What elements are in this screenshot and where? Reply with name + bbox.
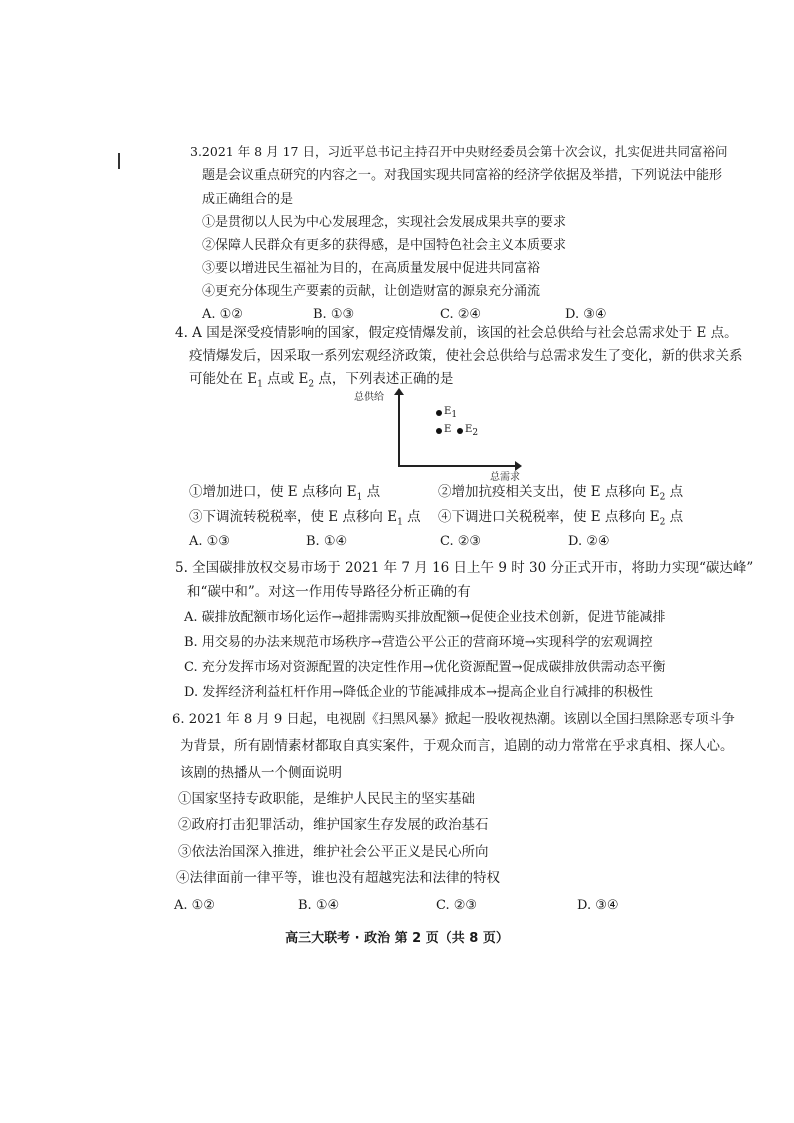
q4-item-3: ③下调流转税税率，使 E 点移向 $E_1$ 点 <box>189 509 421 528</box>
q4-option-d[interactable]: D. ②④ <box>568 534 610 549</box>
q3-option-d[interactable]: D. ③④ <box>565 307 607 322</box>
x-axis-label: 总需求 <box>490 472 520 483</box>
q4-option-b[interactable]: B. ①④ <box>306 534 348 549</box>
q3-stem-line-2: 题是会议重点研究的内容之一。对我国实现共同富裕的经济学依据及举措，下列说法中能形 <box>202 168 723 183</box>
q4-item-4: ④下调进口关税税率，使 E 点移向 $E_2$ 点 <box>438 509 684 528</box>
q6-option-a[interactable]: A. ①② <box>174 898 215 913</box>
q4-option-c[interactable]: C. ②③ <box>440 534 482 549</box>
point-e1 <box>436 410 442 416</box>
x-axis <box>398 465 518 467</box>
point-e1-label: $E_1$ <box>444 406 458 420</box>
q5-option-c[interactable]: C. 充分发挥市场对资源配置的决定性作用→优化资源配置→促成碳排放供需动态平衡 <box>184 660 666 675</box>
q6-stem-line-2: 为背景，所有剧情素材都取自真实案件，于观众而言，追剧的动力常常在乎求真相、探人心。 <box>180 738 734 754</box>
point-e2-label: $E_2$ <box>465 424 479 438</box>
q3-stem-line-3: 成正确组合的是 <box>202 192 294 207</box>
q6-item-2: ②政府打击犯罪活动，维护国家生存发展的政治基石 <box>178 817 489 833</box>
q3-option-c[interactable]: C. ②④ <box>440 307 482 322</box>
q6-option-b[interactable]: B. ①④ <box>298 898 340 913</box>
page-footer: 高三大联考 · 政治 第 2 页（共 8 页） <box>285 931 509 946</box>
q3-stem-line-1: 3.2021 年 8 月 17 日，习近平总书记主持召开中央财经委员会第十次会议，扎实促进共同富裕问 <box>190 144 728 159</box>
y-axis <box>398 392 400 466</box>
point-e2 <box>457 428 463 434</box>
q3-item-4: ④更充分体现生产要素的贡献，让创造财富的源泉充分涌流 <box>202 284 541 299</box>
q6-option-d[interactable]: D. ③④ <box>577 898 619 913</box>
q4-item-2: ②增加抗疫相关支出，使 E 点移向 $E_2$ 点 <box>438 484 684 503</box>
y-axis-label: 总供给 <box>354 392 384 403</box>
q5-option-a[interactable]: A. 碳排放配额市场化运作→超排需购买排放配额→促使企业技术创新，促进节能减排 <box>184 610 666 625</box>
q5-option-d[interactable]: D. 发挥经济利益杠杆作用→降低企业的节能减排成本→提高企业自行减排的积极性 <box>184 685 654 700</box>
q6-stem-line-1: 6. 2021 年 8 月 9 日起，电视剧《扫黑风暴》掀起一股收视热潮。该剧以全国扫黑除恶专项斗争 <box>172 712 735 727</box>
supply-demand-graph <box>354 388 530 483</box>
q3-option-b[interactable]: B. ①③ <box>313 307 355 322</box>
q3-item-2: ②保障人民群众有更多的获得感，是中国特色社会主义本质要求 <box>202 238 567 253</box>
q3-item-3: ③要以增进民生福祉为目的，在高质量发展中促进共同富裕 <box>202 261 541 276</box>
q5-stem-line-2: 和“碳中和”。对这一作用传导路径分析正确的有 <box>187 584 471 600</box>
q4-option-a[interactable]: A. ①③ <box>189 534 230 549</box>
q4-stem-line-3: 可能处在 $E_1$ 点或 $E_2$ 点，下列表述正确的是 <box>189 371 454 390</box>
q6-item-1: ①国家坚持专政职能，是维护人民民主的坚实基础 <box>178 791 475 807</box>
q6-stem-line-3: 该剧的热播从一个侧面说明 <box>180 765 342 781</box>
point-e <box>436 428 442 434</box>
margin-mark <box>118 153 120 169</box>
q6-item-4: ④法律面前一律平等，谁也没有超越宪法和法律的特权 <box>176 870 500 886</box>
q4-stem-line-1: 4. A 国是深受疫情影响的国家，假定疫情爆发前，该国的社会总供给与社会总需求处于 E 点。 <box>175 325 738 341</box>
q3-option-a[interactable]: A. ①② <box>202 307 243 322</box>
q5-option-b[interactable]: B. 用交易的办法来规范市场秩序→营造公平公正的营商环境→实现科学的宏观调控 <box>184 635 653 650</box>
q6-item-3: ③依法治国深入推进，维护社会公平正义是民心所向 <box>178 844 489 860</box>
q5-stem-line-1: 5. 全国碳排放权交易市场于 2021 年 7 月 16 日上午 9 时 30 分正式开市，将助力实现“碳达峰” <box>175 560 754 576</box>
q4-stem-line-2: 疫情爆发后，因采取一系列宏观经济政策，使社会总供给与总需求发生了变化，新的供求关系 <box>189 348 743 364</box>
q4-item-1: ①增加进口，使 E 点移向 $E_1$ 点 <box>189 484 381 503</box>
point-e-label: E <box>444 424 452 435</box>
q6-option-c[interactable]: C. ②③ <box>436 898 478 913</box>
q3-item-1: ①是贯彻以人民为中心发展理念，实现社会发展成果共享的要求 <box>202 215 567 230</box>
